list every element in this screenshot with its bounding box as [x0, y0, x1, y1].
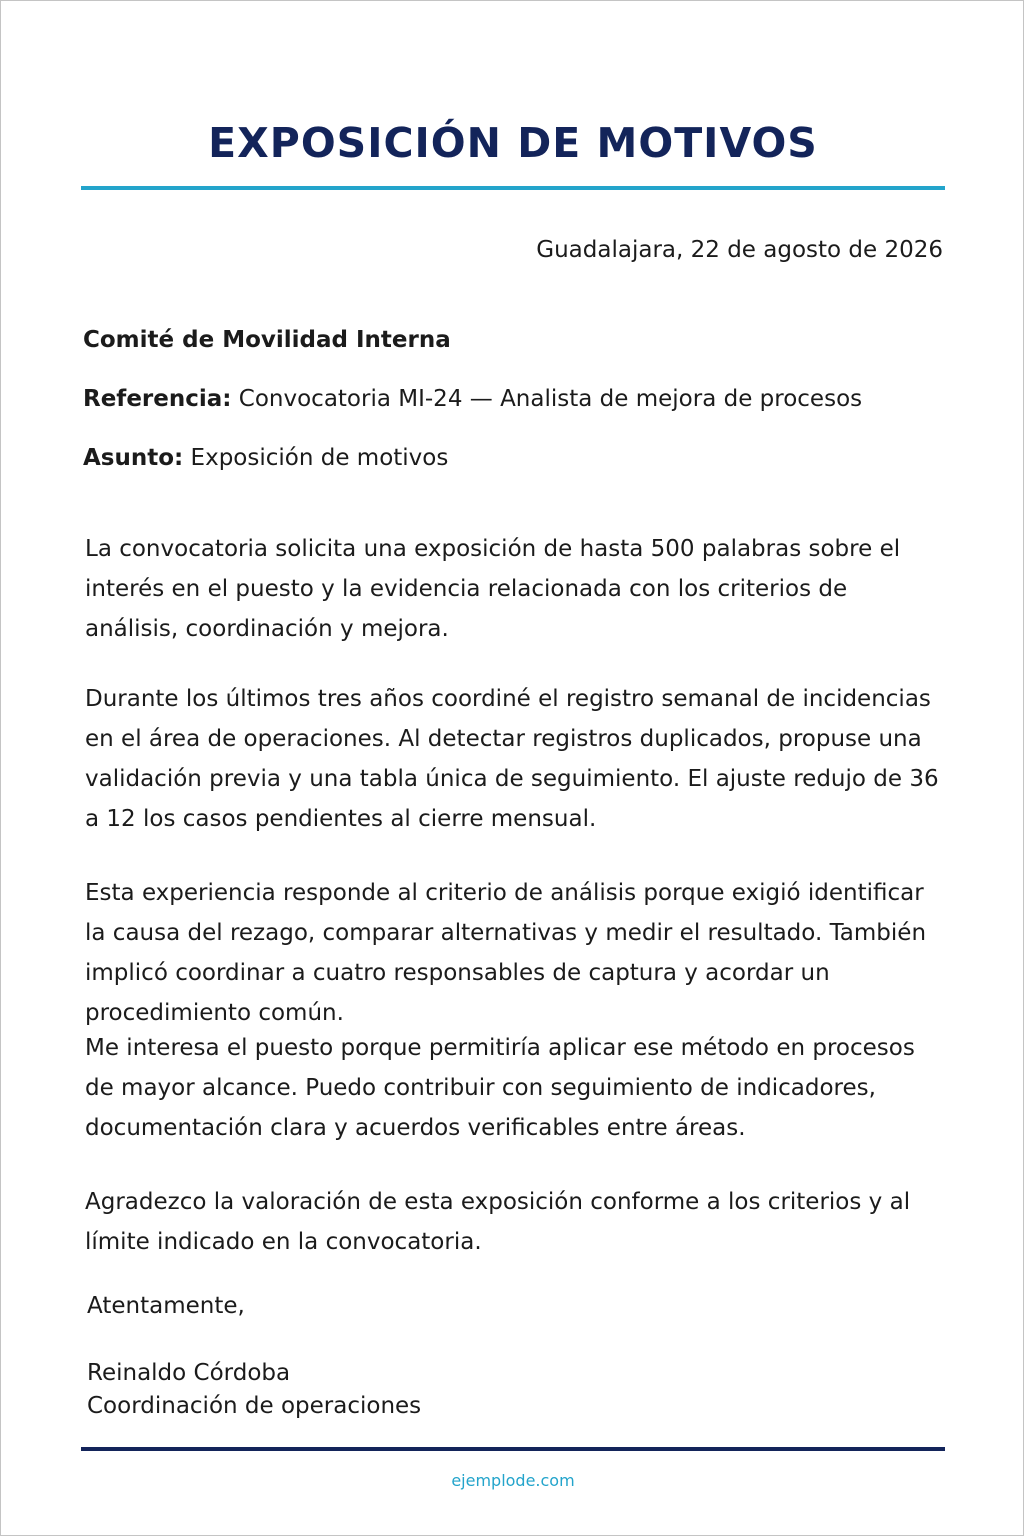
footer-divider	[81, 1447, 945, 1451]
signer-role: Coordinación de operaciones	[87, 1393, 422, 1419]
body-paragraph-1: La convocatoria solicita una exposición de hasta 500 palabras sobre el interés en el puesto y la evidencia relacionada con los criterios de análisis, coordinación y mejora.	[85, 536, 901, 642]
signer-name: Reinaldo Córdoba	[87, 1360, 291, 1386]
committee-recipient: Comité de Movilidad Interna	[83, 327, 451, 353]
subject-value: Exposición de motivos	[190, 445, 449, 471]
closing-salutation: Atentamente,	[87, 1293, 245, 1319]
signature-block	[87, 1357, 421, 1423]
title-divider	[81, 186, 945, 190]
reference-line	[83, 382, 862, 416]
body-paragraph-2: Durante los últimos tres años coordiné el registro semanal de incidencias en el área de operaciones. Al detectar registros duplicados, propuse una validación previa y una tabla única de seguimiento. El ajuste redujo de 36 a 12 los casos pendientes al cierre mensual.	[85, 686, 939, 832]
place-date: Guadalajara, 22 de agosto de 2026	[536, 237, 943, 263]
footer-site-link[interactable]: ejemplode.com	[451, 1471, 575, 1490]
document-title: EXPOSICIÓN DE MOTIVOS	[208, 119, 818, 167]
body-paragraph-3: Esta experiencia responde al criterio de análisis porque exigió identificar la causa del rezago, comparar alternativas y medir el resultado. También implicó coordinar a cuatro responsables de captura y acordar un procedimiento común.	[85, 880, 927, 1026]
subject-line	[83, 441, 448, 475]
reference-label: Referencia:	[83, 386, 232, 412]
subject-label: Asunto:	[83, 445, 184, 471]
reference-value: Convocatoria MI-24 — Analista de mejora de procesos	[238, 386, 863, 412]
body-paragraph-5: Agradezco la valoración de esta exposición conforme a los criterios y al límite indicado en la convocatoria.	[85, 1189, 911, 1255]
body-paragraph-4: Me interesa el puesto porque permitiría aplicar ese método en procesos de mayor alcance. Puedo contribuir con seguimiento de indicadores, documentación clara y acuerdos verificables entre áreas.	[85, 1035, 915, 1141]
